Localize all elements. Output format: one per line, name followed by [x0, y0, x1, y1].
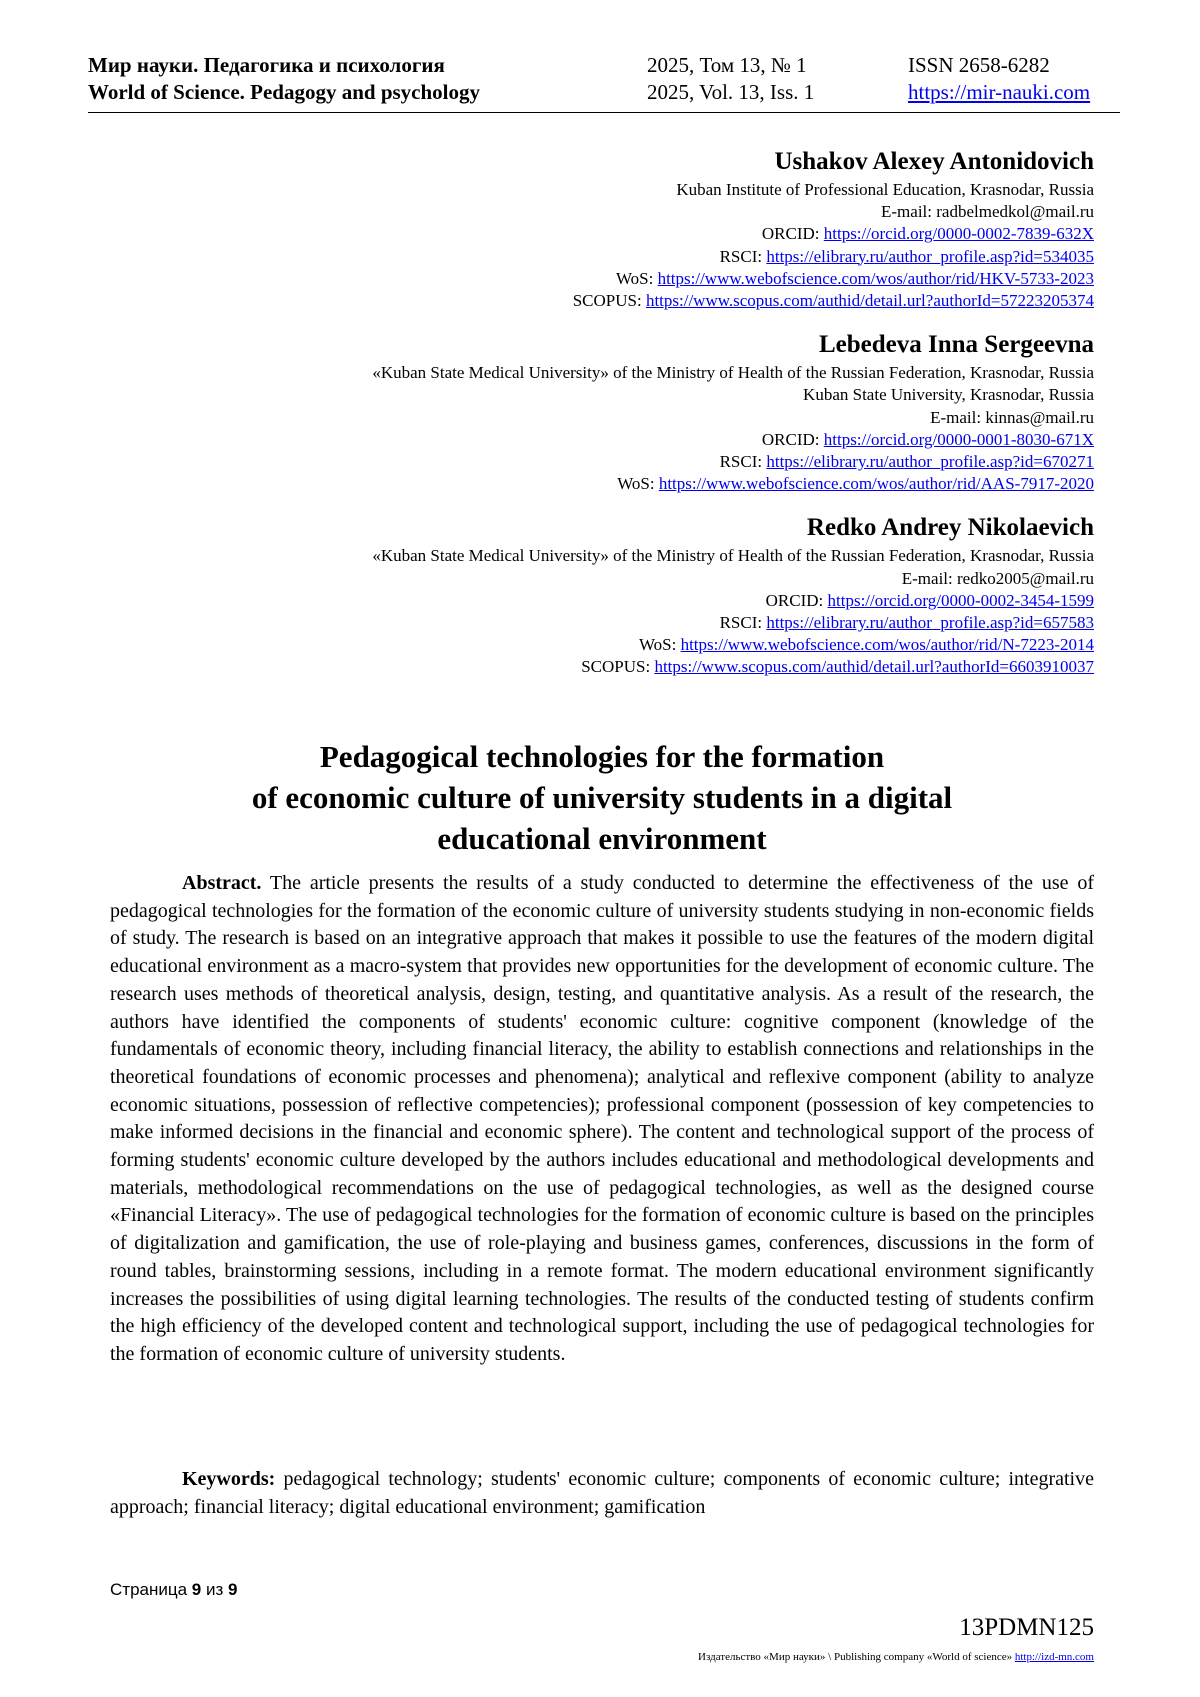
author-profile-line — [150, 634, 1094, 656]
profile-link[interactable]: https://www.scopus.com/authid/detail.url?authorId=57223205374 — [645, 291, 1094, 311]
page-current: 9 — [191, 1580, 202, 1599]
author-block — [150, 328, 1094, 495]
author-profile-line — [150, 246, 1094, 268]
author-profile-line — [150, 429, 1094, 451]
author-name: Ushakov Alexey Antonidovich — [774, 148, 1094, 175]
page-label: Страница — [110, 1580, 192, 1599]
author-profile-line — [150, 656, 1094, 678]
journal-name — [88, 52, 480, 106]
abstract — [110, 870, 1094, 1369]
profile-link[interactable]: https://www.webofscience.com/wos/author/rid/HKV-5733-2023 — [657, 268, 1094, 288]
author-profile-line — [150, 451, 1094, 473]
journal-name-ru: Мир науки. Педагогика и психология — [88, 53, 445, 77]
author-affiliation-line: «Kuban State Medical University» of the Ministry of Health of the Russian Federation, Krasnodar, Russia — [372, 363, 1094, 383]
authors-block — [150, 145, 1094, 695]
journal-header — [88, 48, 1120, 113]
profile-link[interactable]: https://www.webofscience.com/wos/author/rid/AAS-7917-2020 — [658, 474, 1094, 494]
author-affiliation-line: Kuban Institute of Professional Education, Krasnodar, Russia — [676, 180, 1094, 199]
author-affiliation-line: «Kuban State Medical University» of the Ministry of Health of the Russian Federation, Krasnodar, Russia — [372, 546, 1094, 566]
profile-label: SCOPUS: — [581, 657, 655, 677]
article-title — [110, 736, 1094, 859]
page-number — [110, 1580, 237, 1600]
page-of: из — [201, 1580, 228, 1599]
profile-label: WoS: — [615, 268, 658, 288]
keywords-label: Keywords: — [182, 1468, 276, 1490]
journal-name-en: World of Science. Pedagogy and psychology — [88, 80, 481, 104]
abstract-label: Abstract. — [182, 872, 262, 894]
article-title-line: Pedagogical technologies for the formation — [319, 739, 885, 774]
article-title-line: educational environment — [437, 821, 767, 856]
issue-ru: 2025, Том 13, № 1 — [647, 53, 807, 77]
abstract-text: The article presents the results of a study conducted to determine the effectiveness of the use of pedagogical technologies for the formation of the economic culture of university students studying in non-economic fields of study. The research is based on an integrative approach that makes it possible to use the features of the modern digital educational environment as a macro-system that provides new opportunities for the development of economic culture. The research uses methods of theoretical analysis, design, testing, and quantitative analysis. As a result of the research, the authors have identified the components of students' economic culture: cognitive component (knowledge of the fundamentals of economic theory, including financial literacy, the ability to establish connections and relationships in the theoretical foundations of economic processes and phenomena); analytical and reflexive component (ability to analyze economic situations, possession of reflective competencies); professional component (possession of key competencies to make informed decisions in the financial and economic sphere). The content and technological support of the process of forming students' economic culture developed by the authors includes educational and methodological developments and materials, methodological recommendations on the use of pedagogical technologies, as well as the designed course «Financial Literacy». The use of pedagogical technologies for the formation of economic culture is based on the principles of digitalization and gamification, the use of role-playing and business games, conferences, discussions in the form of round tables, brainstorming sessions, including in a remote format. The modern educational environment significantly increases the possibilities of using digital learning technologies. The results of the conducted testing of students confirm the high efficiency of the developed content and technological support, including the use of pedagogical technologies for the formation of economic culture of university students. — [110, 872, 1094, 1365]
author-name: Redko Andrey Nikolaevich — [806, 514, 1094, 542]
author-profile-line — [150, 473, 1094, 495]
author-profile-line — [150, 590, 1094, 612]
issn: ISSN 2658-6282 — [908, 53, 1050, 77]
profile-label: SCOPUS: — [572, 291, 646, 311]
author-profile-line — [150, 290, 1094, 312]
profile-label: ORCID: — [761, 224, 824, 244]
keywords-text: pedagogical technology; students' economic culture; components of economic culture; integrative approach; financial literacy; digital educational environment; gamification — [110, 1468, 1094, 1518]
profile-link[interactable]: https://www.webofscience.com/wos/author/rid/N-7223-2014 — [680, 635, 1094, 655]
publisher-line — [698, 1651, 1094, 1663]
profile-label: RSCI: — [719, 246, 767, 266]
issue-info — [647, 52, 814, 106]
profile-label: WoS: — [638, 635, 681, 655]
profile-link[interactable]: https://elibrary.ru/author_profile.asp?id=657583 — [766, 613, 1094, 633]
profile-label: ORCID: — [765, 590, 828, 610]
article-code: 13PDMN125 — [959, 1614, 1094, 1641]
profile-label: RSCI: — [719, 613, 767, 633]
profile-label: WoS: — [617, 474, 659, 494]
issue-en: 2025, Vol. 13, Iss. 1 — [647, 80, 815, 104]
author-block — [150, 145, 1094, 312]
author-affiliation-line: E-mail: kinnas@mail.ru — [930, 407, 1094, 427]
author-profile-line — [150, 612, 1094, 634]
page-total: 9 — [228, 1580, 238, 1599]
profile-label: RSCI: — [719, 452, 767, 472]
profile-link[interactable]: https://elibrary.ru/author_profile.asp?id=534035 — [766, 246, 1094, 266]
profile-link[interactable]: https://elibrary.ru/author_profile.asp?id=670271 — [766, 452, 1094, 472]
journal-site-link[interactable]: https://mir-nauki.com — [908, 80, 1091, 104]
publisher-link[interactable]: http://izd-mn.com — [1014, 1651, 1094, 1663]
issn-info — [908, 52, 1090, 106]
profile-link[interactable]: https://www.scopus.com/authid/detail.url?authorId=6603910037 — [654, 657, 1094, 677]
article-title-line: of economic culture of university students in a digital — [251, 780, 953, 815]
author-affiliation-line: E-mail: redko2005@mail.ru — [901, 568, 1094, 588]
profile-link[interactable]: https://orcid.org/0000-0001-8030-671X — [823, 429, 1094, 449]
profile-link[interactable]: https://orcid.org/0000-0002-7839-632X — [823, 224, 1094, 244]
author-affiliation-line: Kuban State University, Krasnodar, Russia — [803, 385, 1094, 405]
author-profile-line — [150, 268, 1094, 290]
profile-link[interactable]: https://orcid.org/0000-0002-3454-1599 — [827, 590, 1094, 610]
author-affiliation-line: E-mail: radbelmedkol@mail.ru — [881, 202, 1094, 222]
publisher-text: Издательство «Мир науки» \ Publishing company «World of science» — [698, 1651, 1015, 1663]
author-profile-line — [150, 223, 1094, 245]
profile-label: ORCID: — [761, 429, 824, 449]
author-block — [150, 511, 1094, 678]
author-name: Lebedeva Inna Sergeevna — [819, 331, 1094, 359]
keywords — [110, 1466, 1094, 1521]
